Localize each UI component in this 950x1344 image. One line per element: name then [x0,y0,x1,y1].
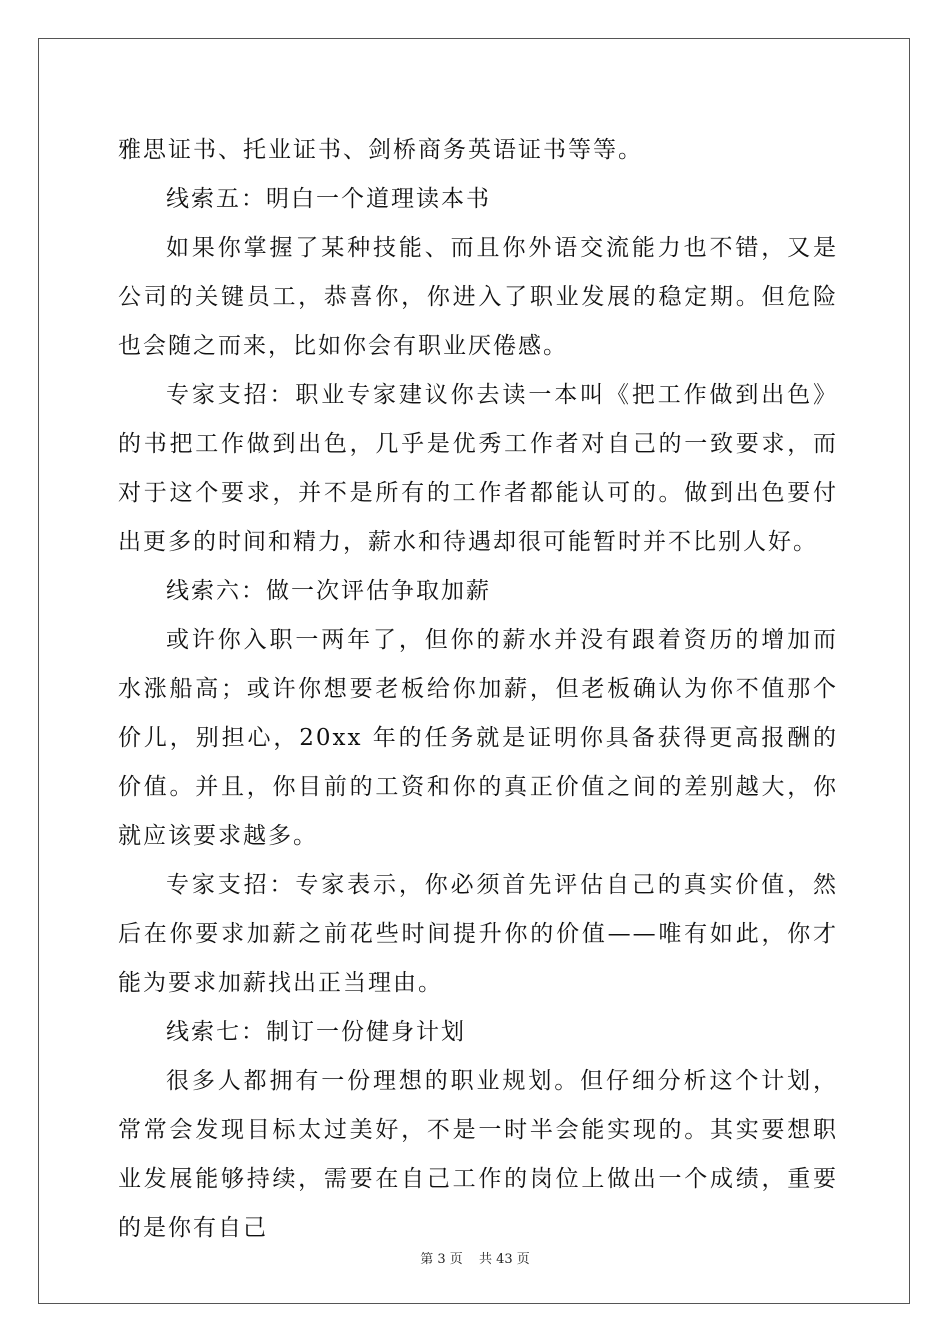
paragraph-continuation: 雅思证书、托业证书、剑桥商务英语证书等等。 [118,137,643,163]
page-footer [0,1248,950,1267]
paragraph: 很多人都拥有一份理想的职业规划。但仔细分析这个计划，常常会发现目标太过美好，不是一时半会能实现的。其实要想职业发展能够持续，需要在自己工作的岗位上做出一个成绩，重要的是你有自己 [118,1068,838,1241]
section-heading-clue-7: 线索七：制订一份健身计划 [166,1019,466,1045]
paragraph: 如果你掌握了某种技能、而且你外语交流能力也不错，又是公司的关键员工，恭喜你，你进入了职业发展的稳定期。但危险也会随之而来，比如你会有职业厌倦感。 [118,235,838,359]
document-body [118,126,838,1253]
expert-tip-paragraph: 专家支招：职业专家建议你去读一本叫《把工作做到出色》的书把工作做到出色，几乎是优秀工作者对自己的一致要求，而对于这个要求，并不是所有的工作者都能认可的。做到出色要付出更多的时间和精力，薪水和待遇却很可能暂时并不比别人好。 [118,382,838,555]
expert-tip-paragraph: 专家支招：专家表示，你必须首先评估自己的真实价值，然后在你要求加薪之前花些时间提升你的价值——唯有如此，你才能为要求加薪找出正当理由。 [118,872,838,996]
paragraph: 或许你入职一两年了，但你的薪水并没有跟着资历的增加而水涨船高；或许你想要老板给你加薪，但老板确认为你不值那个价儿，别担心，20xx 年的任务就是证明你具备获得更高报酬的价值。并且，你目前的工资和你的真正价值之间的差别越大，你就应该要求越多。 [118,627,838,849]
page-number: 第 3 页 [420,1252,463,1267]
section-heading-clue-5: 线索五：明白一个道理读本书 [166,186,491,212]
total-pages: 共 43 页 [478,1252,530,1267]
section-heading-clue-6: 线索六：做一次评估争取加薪 [166,578,491,604]
